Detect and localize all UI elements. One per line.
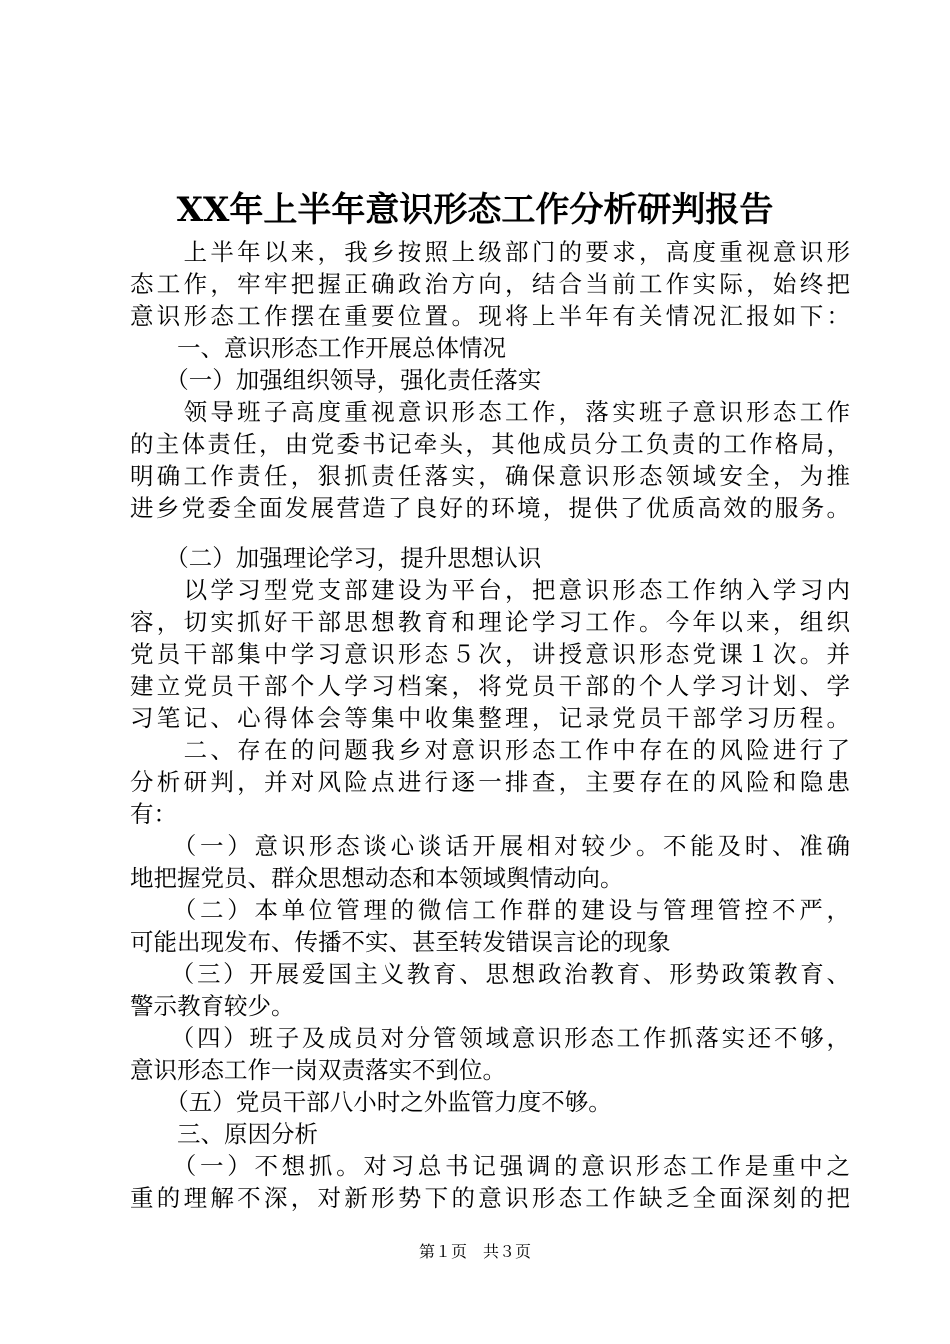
subsection-heading: （二）加强理论学习，提升思想认识 bbox=[130, 544, 542, 572]
section-heading: 一、意识形态工作开展总体情况 bbox=[130, 334, 506, 362]
body-line: 地把握党员、群众思想动态和本领域舆情动向。 bbox=[130, 864, 624, 892]
body-line: 态工作，牢牢把握正确政治方向，结合当前工作实际，始终把 bbox=[130, 270, 850, 298]
body-line: 领导班子高度重视意识形态工作，落实班子意识形态工作 bbox=[130, 398, 850, 426]
body-line: （五）党员干部八小时之外监管力度不够。 bbox=[130, 1088, 612, 1116]
body-line: 党员干部集中学习意识形态５次，讲授意识形态党课１次。并 bbox=[130, 640, 850, 668]
body-line: 意识形态工作一岗双责落实不到位。 bbox=[130, 1056, 506, 1084]
body-line: （一）意识形态谈心谈话开展相对较少。不能及时、准确 bbox=[130, 832, 850, 860]
body-line: （二）本单位管理的微信工作群的建设与管理管控不严， bbox=[130, 896, 850, 924]
body-line: 进乡党委全面发展营造了良好的环境，提供了优质高效的服务。 bbox=[130, 494, 850, 522]
section-heading: 三、原因分析 bbox=[130, 1120, 318, 1148]
body-line: 以学习型党支部建设为平台，把意识形态工作纳入学习内 bbox=[130, 576, 850, 604]
body-line: 容，切实抓好干部思想教育和理论学习工作。今年以来，组织 bbox=[130, 608, 850, 636]
body-line: 明确工作责任，狠抓责任落实，确保意识形态领域安全，为推 bbox=[130, 462, 850, 490]
body-line: 上半年以来，我乡按照上级部门的要求，高度重视意识形 bbox=[130, 238, 850, 266]
body-line: 可能出现发布、传播不实、甚至转发错误言论的现象 bbox=[130, 928, 671, 956]
subsection-heading: （一）加强组织领导，强化责任落实 bbox=[130, 366, 542, 394]
body-line: 分析研判，并对风险点进行逐一排查，主要存在的风险和隐患 bbox=[130, 768, 850, 796]
body-line: 警示教育较少。 bbox=[130, 992, 295, 1020]
body-line: 二、存在的问题我乡对意识形态工作中存在的风险进行了 bbox=[130, 736, 850, 764]
document-title: XX年上半年意识形态工作分析研判报告 bbox=[176, 190, 774, 230]
body-line: （四）班子及成员对分管领域意识形态工作抓落实还不够， bbox=[130, 1024, 850, 1052]
body-line: 建立党员干部个人学习档案，将党员干部的个人学习计划、学 bbox=[130, 672, 850, 700]
body-line: 的主体责任，由党委书记牵头，其他成员分工负责的工作格局， bbox=[130, 430, 850, 458]
body-line: 习笔记、心得体会等集中收集整理，记录党员干部学习历程。 bbox=[130, 704, 850, 732]
page-number: 第１页 共３页 bbox=[418, 1242, 531, 1261]
body-line: 有： bbox=[130, 800, 177, 828]
body-line: （一）不想抓。对习总书记强调的意识形态工作是重中之 bbox=[130, 1152, 850, 1180]
body-line: 重的理解不深，对新形势下的意识形态工作缺乏全面深刻的把 bbox=[130, 1184, 850, 1212]
body-line: （三）开展爱国主义教育、思想政治教育、形势政策教育、 bbox=[130, 960, 850, 988]
body-line: 意识形态工作摆在重要位置。现将上半年有关情况汇报如下： bbox=[130, 302, 850, 330]
